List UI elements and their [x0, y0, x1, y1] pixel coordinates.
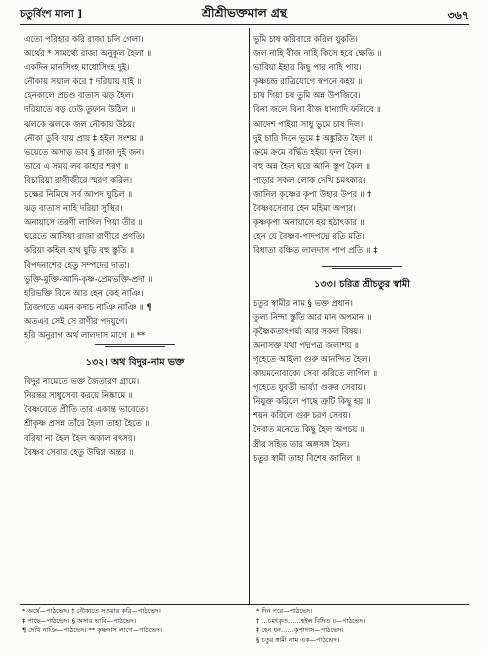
verse-line: পাড়ার সকল লোক দেখি চমৎকার। [253, 174, 366, 185]
footnote-rule [20, 604, 469, 605]
footnotes-left [22, 607, 246, 636]
verse-line: চক্ষের নিমিষে সর্ব আপদ ঘুচিল ॥ [24, 189, 133, 200]
book-title: শ্রীশ্রীভক্তমাল গ্রন্থ [202, 6, 287, 20]
verse-line: স্ত্রীর সহিত তার অঙ্গসঙ্গ হৈল। [253, 438, 350, 449]
verse-line: ঘরেতে আসিয়া রাজা রাণীরে প্রণতি। [24, 231, 145, 242]
verse-line: আদেশ পাইয়া সাধু ভুমে চাষ দিল। [253, 118, 364, 129]
footnote-line: ‡ হেন ধন……কৃপাদাস—পাঠভেদ। [256, 626, 344, 634]
verse-line: বিচারিয়া রাণীজীরে স্মরণ করিল। [24, 174, 133, 185]
header-rule [20, 24, 469, 25]
verse-line: বিধাতা বঞ্চিত লালদাস পাপ প্রতি ॥ ‡ [253, 245, 378, 256]
verse-line: হেনকালে প্রচণ্ড বাতাস ঝড় হৈল। [24, 90, 134, 101]
section-divider [263, 264, 461, 270]
verse-line: দরিয়াতে বড় ঢেউ তুফান উঠিল ॥ [24, 104, 136, 115]
verse-line: ভাবে এ সময় লব কাহার শরণ ॥ [24, 160, 129, 171]
verse-line: ক্রমে ক্রমে বর্দ্ধিত হইয়া ফল হৈল। [253, 146, 362, 157]
footnote-line: * দিন পরে—পাঠভেদ। [256, 607, 313, 615]
verse-line: জানিল কৃষ্ণের কৃপা উহার উপর ॥ † [253, 189, 372, 200]
verse-line: কৃষ্ণচন্দ্র রাত্রিযোগে স্বপনে কহয় ॥ [253, 76, 363, 87]
verse-line: কায়মনোবাক্যে সেবা করিতে লাগিল ॥ [253, 368, 378, 379]
verse-line: হরি অনুরাগ অর্থ লালদাস মাগে ॥ ** [24, 329, 146, 340]
verse-block [253, 32, 471, 258]
verse-line: নৌকা ডুবি যায় প্রায় ‡ হইল সংশয় ॥ [24, 132, 144, 143]
verse-line: এতো পরিহার করি রাজা চলি গেলা। [24, 34, 144, 44]
verse-line: নিযুক্ত করিলে পাছে ত্রুটি কিছু হয় ॥ [253, 396, 371, 407]
verse-line: কৃষ্ণকৃপা অনায়াসে হয় হঠাৎকার ॥ [253, 217, 365, 228]
footnote-line: ‡ পাছে—পাঠভেদ। § অসার ভাবি—পাঠভেদ। [22, 616, 137, 625]
section-divider [34, 342, 236, 348]
verse-line: চাষ গিয়া চষ তুমি অন্ন উপজিবে। [253, 90, 361, 101]
verse-line: নিরন্তর সাধুসেবা করয়ে নিষ্কামে ॥ [24, 390, 133, 401]
page-number: ৩৬৭ [447, 9, 469, 22]
verse-line: অতএব সেই সে রাণীর পদযুগে। [24, 315, 128, 326]
verse-line: ঝলকে ঝলকে জল নৌকায় উঠয়। [24, 118, 135, 129]
section-heading: ১৩৩। চরিত্র শ্রীচতুর স্বামী [314, 278, 410, 290]
column-divider [249, 28, 250, 605]
verse-line: বিনা জলে বিনা বীজ ধান্যাদি ফলিবে ॥ [253, 104, 381, 115]
verse-line: নৌকায় সয়াল করে † দরিয়ায় যাই ॥ [24, 76, 142, 87]
verse-line: গৃহেতে আইলা গুরু আনন্দিত হৈল। [253, 353, 371, 364]
verse-line: তুল্য নিন্দা স্তুতি আর মান অপমান ॥ [253, 311, 372, 322]
footnote-line: § চতুর স্বামী নাম এক—পাঠভেদ। [256, 635, 340, 644]
left-column [24, 32, 246, 459]
verse-line: শয়ন করিলে গুরু চরণ সেবয়। [253, 410, 351, 421]
verse-line: বিদুর নামেতে ভক্ত জৈতারণ গ্রামে। [24, 376, 140, 387]
verse-line: বিপদনাশের হেতু সম্পদের দাতা। [24, 259, 130, 270]
verse-line: বরিষা না হৈল হৈল অকাল বৎসর। [24, 432, 136, 443]
verse-line: একদিন মানসিংহ মাধোসিংহ দুই। [24, 62, 130, 73]
verse-line: হেন যে বৈষ্ণব-পাদপদ্মে রতি মতি। [253, 231, 365, 242]
verse-line: চতুর স্বামীর নাম § ভক্ত প্রধান। [253, 297, 353, 308]
verse-line: গৃহেতে যুবতী ভার্য্যা গুরুর সেবায়। [253, 382, 366, 393]
verse-line: ভাবিয়া ইহার কিছু পার নাহি পায়। [253, 62, 362, 73]
verse-line: অর্থের * সামর্থ্যে রাজা অনুকূল হৈলা ॥ [24, 48, 152, 59]
section-heading: ১৩২। অথ বিদুর-নাম ভক্ত [85, 357, 185, 369]
verse-block [24, 374, 246, 459]
verse-line: বহু অন্ন হৈল ঘরে আনি স্তূপ কৈল ॥ [253, 160, 370, 171]
verse-line: ঝড় বাতাস নাহি দরিয়া সুস্থির। [24, 203, 123, 214]
verse-line: বৈষ্ণবেতে প্রীতি তার একান্ত ভাবেতে। [24, 404, 149, 415]
verse-line: বৈষ্ণব সেবার হেতু উদ্বিগ্ন অন্তর ॥ [24, 446, 134, 457]
verse-line: অনাসক্ত যথা পদ্মপত্র জলাশয় ॥ [253, 339, 359, 350]
footnote-line: † …চমৎকৃত……হইল বিদিত ॥—পাঠভেদ। [256, 616, 366, 625]
verse-line: দুই চারি দিনে ভূমে ‡ অঙ্কুরিত হৈল ॥ [253, 132, 373, 143]
page-header [20, 4, 469, 24]
verse-block [24, 32, 246, 342]
verse-line: অনায়াসে তরণী লাগিল গিয়া তীর ॥ [24, 217, 143, 228]
verse-line: চতুর স্বামী তাহা বিশেষ জানিল ॥ [253, 452, 361, 463]
footnotes-right [256, 607, 470, 645]
footnote-line: ¶ দেখি নাঞি—পাঠভেদ। ** কৃষ্ণদাস লাগে—পাঠভেদ। [22, 626, 162, 634]
footnote-line: * অর্থে—পাঠভেদ। † নৌকাতে সওয়ার করি—পাঠভেদ। [22, 607, 161, 615]
chapter-label: চতুর্বিংশ মালা ] [20, 9, 82, 20]
verse-line: দৈবাত মনেতে কিছু হৈল অপচয় ॥ [253, 424, 365, 435]
verse-line: করিয়া কহিল হাথ যুড়ি বহু স্তুতি ॥ [24, 245, 134, 256]
verse-line: ভয়েতে অসাড় ভাব § রাজা দুই জন। [24, 146, 145, 157]
verse-line: ত্রিজগতে এমন কদাচ নাঞি নাঞি ॥ ¶ [24, 301, 152, 312]
right-column [253, 32, 471, 465]
verse-line: শ্রীকৃষ্ণ প্রসন্ন তাঁরে হৈলা তাহা হৈতে ॥ [24, 418, 150, 429]
verse-line: ভুক্তি-মুক্তি-আদি-কৃষ্ণ-প্রেমভক্তি-প্রদা ॥ [24, 273, 153, 284]
verse-line: হরিভক্তি বিনে আর হেন কেহ নাঞি। [24, 287, 144, 298]
verse-line: জল নাহি বীজ নাহি কিসে হবে ক্ষেতি ॥ [253, 48, 382, 59]
verse-block [253, 296, 471, 465]
verse-line: ভূমি চাষ করিবারে করিল যুকতি। [253, 34, 358, 44]
verse-line: কৃষ্ণৈকতাৎপর্য্য আর সকল বিষয়। [253, 325, 362, 336]
verse-line: বৈষ্ণবসেবার হেন মহিমা অপার। [253, 203, 356, 214]
